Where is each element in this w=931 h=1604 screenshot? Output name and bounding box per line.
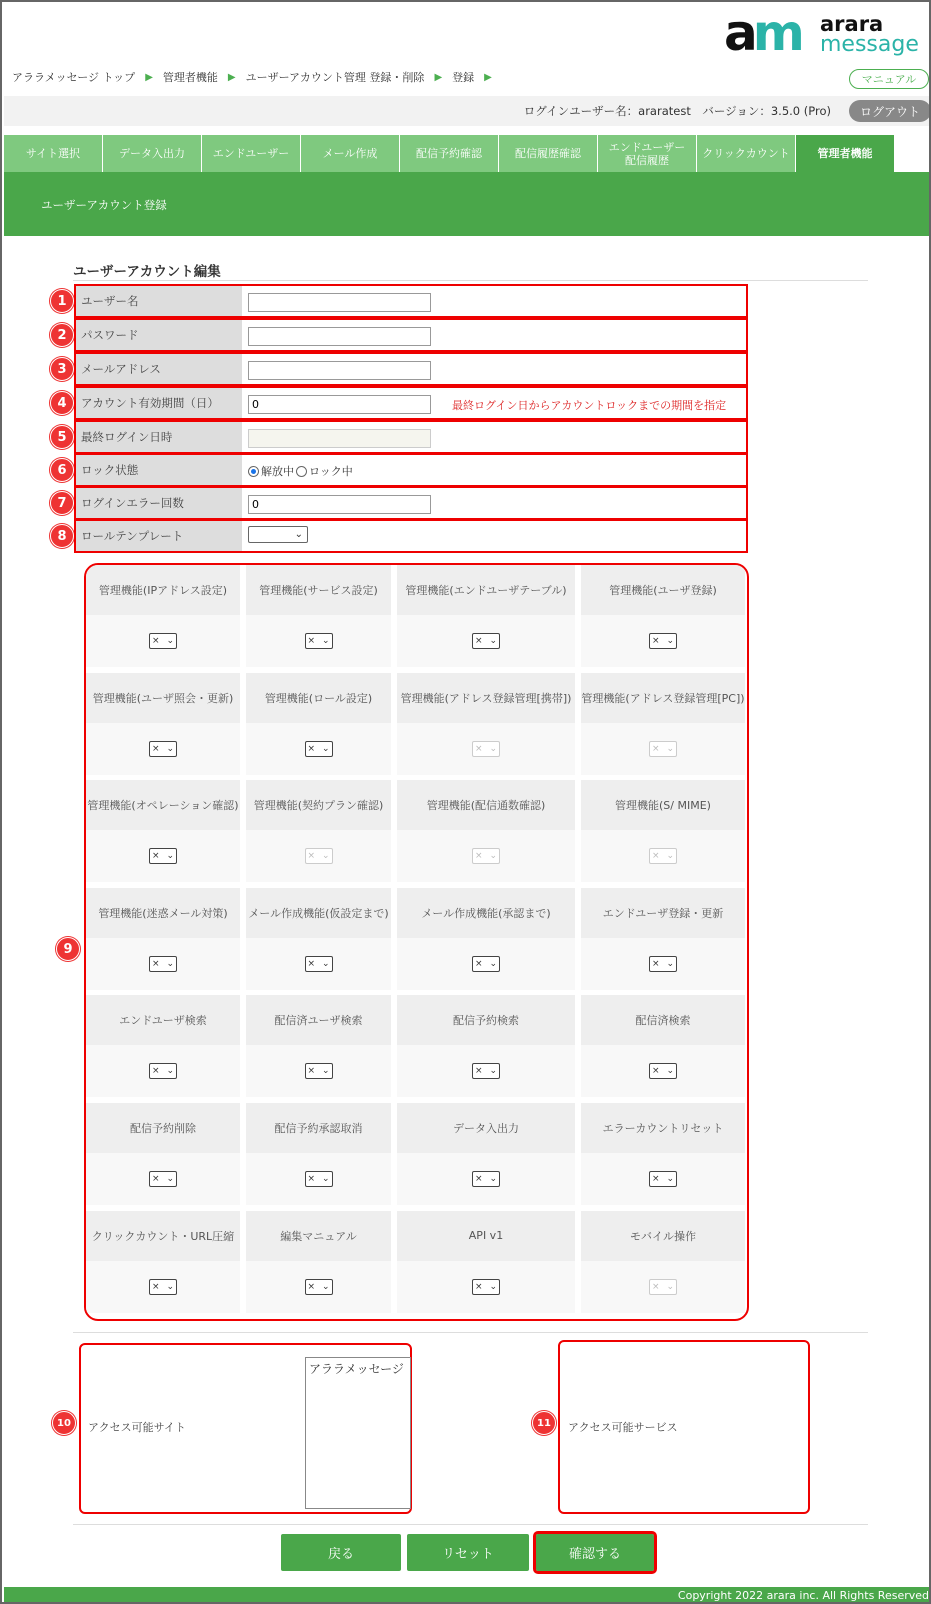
section-title: ユーザーアカウント編集 — [73, 264, 221, 280]
permission-select-value: × — [652, 636, 660, 646]
chevron-down-icon: ⌄ — [489, 851, 497, 862]
permission-select[interactable] — [649, 956, 677, 972]
permission-select-value: × — [475, 743, 483, 754]
permission-select[interactable] — [472, 1171, 500, 1187]
breadcrumb-item[interactable]: 管理者機能 — [162, 71, 218, 84]
permission-cell — [246, 780, 391, 888]
chevron-down-icon: ⌄ — [321, 636, 330, 646]
permission-label: 管理機能(配信通数確認) — [397, 780, 575, 830]
permission-value-area — [86, 1261, 240, 1313]
permission-select-value: × — [307, 1281, 316, 1292]
permission-select[interactable] — [649, 633, 677, 649]
role-template-label: ロールテンプレート — [76, 521, 242, 551]
access-services-label: アクセス可能サービス — [568, 1421, 678, 1434]
chevron-down-icon: ⌄ — [166, 636, 174, 646]
email-input[interactable] — [248, 361, 431, 380]
chevron-down-icon: ⌄ — [666, 1173, 674, 1184]
row-last-login — [74, 420, 748, 454]
permission-cell — [581, 565, 745, 673]
chevron-down-icon: ⌄ — [321, 958, 330, 969]
permission-select-value: × — [307, 958, 316, 969]
permission-label: クリックカウント・URL圧縮 — [86, 1211, 240, 1261]
permission-select[interactable] — [149, 633, 177, 649]
permission-label: メール作成機能(承認まで) — [397, 888, 575, 938]
permission-value-area — [246, 1261, 391, 1313]
permission-select — [649, 741, 677, 757]
permission-value-area — [581, 938, 745, 990]
username-input[interactable] — [248, 293, 431, 312]
row-username — [74, 284, 748, 318]
divider — [73, 1332, 868, 1333]
permission-label: エンドユーザ登録・更新 — [581, 888, 745, 938]
permission-label: 管理機能(迷惑メール対策) — [86, 888, 240, 938]
permission-select[interactable] — [472, 1063, 500, 1079]
row-email — [74, 352, 748, 386]
permission-select-value: × — [152, 851, 160, 862]
permission-cell — [397, 673, 575, 781]
chevron-down-icon: ⌄ — [489, 636, 497, 646]
breadcrumb-item[interactable]: ユーザーアカウント管理 登録・削除 — [245, 71, 425, 84]
permission-value-area — [397, 615, 575, 667]
permission-value-area — [581, 1153, 745, 1205]
permission-cell — [86, 888, 240, 996]
permission-value-area — [86, 1045, 240, 1097]
permission-select-value: × — [475, 1066, 483, 1077]
row-expiry — [74, 386, 748, 420]
confirm-button[interactable]: 確認する — [536, 1534, 654, 1571]
chevron-down-icon: ⌄ — [489, 958, 497, 969]
copyright-text: Copyright 2022 arara inc. All Rights Reserved — [677, 1589, 929, 1602]
permission-select — [472, 848, 500, 864]
permission-select-value: × — [307, 1066, 316, 1077]
permission-cell — [246, 1211, 391, 1319]
permission-select-value: × — [307, 1173, 316, 1184]
tab-item[interactable]: 配信履歴確認 — [499, 135, 598, 172]
permission-select-value: × — [652, 851, 660, 862]
breadcrumb-arrow-icon: ▶ — [484, 71, 492, 83]
chevron-down-icon: ⌄ — [321, 1281, 330, 1292]
permission-value-area — [246, 830, 391, 882]
marker-3: 3 — [50, 357, 74, 381]
chevron-down-icon: ⌄ — [666, 1066, 674, 1077]
chevron-down-icon: ⌄ — [489, 1066, 497, 1077]
password-input[interactable] — [248, 327, 431, 346]
permission-value-area — [397, 1045, 575, 1097]
permission-label: 管理機能(アドレス登録管理[PC]) — [581, 673, 745, 723]
permission-select-value: × — [152, 743, 160, 754]
permission-label: 管理機能(S/ MIME) — [581, 780, 745, 830]
permission-label: 管理機能(オペレーション確認) — [86, 780, 240, 830]
footer — [4, 1587, 931, 1604]
permission-select-value: × — [307, 636, 316, 646]
permission-select[interactable] — [472, 633, 500, 649]
permission-label: API v1 — [397, 1211, 575, 1261]
permission-value-area — [581, 1045, 745, 1097]
main-tabs — [4, 135, 922, 172]
permission-select[interactable] — [305, 1171, 333, 1187]
chevron-down-icon: ⌄ — [166, 1281, 174, 1292]
password-label: パスワード — [76, 320, 242, 350]
marker-1: 1 — [50, 289, 74, 313]
permission-select-value: × — [152, 958, 160, 969]
breadcrumb — [12, 69, 502, 85]
permission-label: 配信予約承認取消 — [246, 1103, 391, 1153]
permission-select[interactable] — [149, 1171, 177, 1187]
tab-item[interactable]: クリックカウント — [697, 135, 796, 172]
permission-value-area — [246, 1045, 391, 1097]
expiry-hint: 最終ログイン日からアカウントロックまでの期間を指定 — [452, 399, 727, 412]
logo-word-arara: arara — [820, 12, 884, 36]
chevron-down-icon: ⌄ — [666, 958, 674, 969]
row-lock-status — [74, 453, 748, 487]
permission-value-area — [246, 1153, 391, 1205]
breadcrumb-arrow-icon: ▶ — [434, 71, 443, 83]
access-site-option[interactable]: アララメッセージ — [309, 1362, 404, 1376]
breadcrumb-item: 登録 — [452, 71, 475, 84]
lock-status-label: ロック状態 — [76, 455, 242, 485]
permission-value-area — [397, 723, 575, 775]
chevron-down-icon: ⌄ — [321, 1173, 330, 1184]
permission-select[interactable] — [149, 956, 177, 972]
permission-value-area — [397, 1153, 575, 1205]
back-button[interactable]: 戻る — [281, 1534, 401, 1571]
tab-item[interactable]: 管理者機能 — [796, 135, 895, 172]
chevron-down-icon: ⌄ — [166, 743, 174, 754]
permission-value-area — [397, 830, 575, 882]
permission-select-value: × — [307, 851, 316, 862]
sub-header — [4, 172, 931, 236]
permission-label: 管理機能(ロール設定) — [246, 673, 391, 723]
row-role-template — [74, 519, 748, 553]
chevron-down-icon: ⌄ — [489, 743, 497, 754]
chevron-down-icon: ⌄ — [666, 851, 674, 862]
row-login-errors — [74, 486, 748, 520]
permission-label: データ入出力 — [397, 1103, 575, 1153]
marker-2: 2 — [50, 323, 74, 347]
permission-cell — [86, 565, 240, 673]
chevron-down-icon: ⌄ — [321, 743, 330, 754]
permission-select-value: × — [152, 1173, 160, 1184]
permission-label: 管理機能(契約プラン確認) — [246, 780, 391, 830]
permission-label: モバイル操作 — [581, 1211, 745, 1261]
permission-select[interactable] — [149, 1279, 177, 1295]
tab-item[interactable]: サイト選択 — [4, 135, 103, 172]
permission-cell — [246, 995, 391, 1103]
permission-cell — [397, 780, 575, 888]
reset-button[interactable]: リセット — [407, 1534, 529, 1571]
permission-label: 配信済検索 — [581, 995, 745, 1045]
chevron-down-icon: ⌄ — [666, 1281, 674, 1292]
access-sites-box — [79, 1343, 412, 1514]
permission-label: 配信予約削除 — [86, 1103, 240, 1153]
permission-select-value: × — [307, 743, 316, 754]
expiry-label: アカウント有効期間（日） — [76, 388, 242, 418]
chevron-down-icon: ⌄ — [666, 636, 674, 646]
permission-select[interactable] — [149, 1063, 177, 1079]
permission-cell — [397, 995, 575, 1103]
permission-select[interactable] — [305, 1279, 333, 1295]
user-bar — [4, 96, 931, 126]
breadcrumb-arrow-icon: ▶ — [145, 71, 153, 83]
permission-select-value: × — [475, 958, 483, 969]
permission-cell — [581, 888, 745, 996]
permission-select[interactable] — [305, 1063, 333, 1079]
permission-label: エンドユーザ検索 — [86, 995, 240, 1045]
username-label: ユーザー名 — [76, 286, 242, 316]
radio-unlocked[interactable] — [248, 466, 259, 477]
tab-item[interactable]: 配信予約確認 — [400, 135, 499, 172]
chevron-down-icon: ⌄ — [166, 851, 174, 862]
permission-cell — [246, 565, 391, 673]
permission-label: 編集マニュアル — [246, 1211, 391, 1261]
permission-select-value: × — [152, 1281, 160, 1292]
permission-cell — [581, 1211, 745, 1319]
permission-value-area — [581, 1261, 745, 1313]
permission-value-area — [397, 1261, 575, 1313]
tab-item[interactable]: データ入出力 — [103, 135, 202, 172]
permission-value-area — [581, 723, 745, 775]
permission-cell — [246, 673, 391, 781]
login-errors-label: ログインエラー回数 — [76, 488, 242, 518]
permission-select — [472, 741, 500, 757]
permission-select — [649, 1279, 677, 1295]
permission-select[interactable] — [149, 741, 177, 757]
marker-7: 7 — [50, 491, 74, 515]
permission-label: 管理機能(IPアドレス設定) — [86, 565, 240, 615]
chevron-down-icon: ⌄ — [321, 1066, 330, 1077]
permission-value-area — [581, 830, 745, 882]
permission-value-area — [246, 615, 391, 667]
arara-message-logo[interactable] — [724, 4, 924, 62]
radio-locked[interactable] — [296, 466, 307, 477]
permission-select-value: × — [652, 1281, 660, 1292]
logo-word-message: message — [820, 32, 919, 57]
permission-select[interactable] — [305, 741, 333, 757]
row-password — [74, 318, 748, 352]
logout-button[interactable]: ログアウト — [849, 100, 931, 122]
chevron-down-icon: ⌄ — [489, 1173, 497, 1184]
permission-value-area — [246, 938, 391, 990]
permission-select-value: × — [475, 1173, 483, 1184]
role-template-select[interactable] — [248, 526, 308, 543]
expiry-input[interactable] — [248, 395, 431, 414]
permission-label: 配信済ユーザ検索 — [246, 995, 391, 1045]
permission-value-area — [246, 723, 391, 775]
access-sites-label: アクセス可能サイト — [88, 1421, 186, 1434]
permission-select[interactable] — [149, 848, 177, 864]
permission-select — [305, 848, 333, 864]
logo-mark: am — [724, 4, 800, 62]
permission-cell — [397, 565, 575, 673]
permission-label: 管理機能(サービス設定) — [246, 565, 391, 615]
permission-select-value: × — [152, 636, 160, 646]
permission-value-area — [86, 1153, 240, 1205]
permission-select-value: × — [475, 636, 483, 646]
permission-cell — [397, 888, 575, 996]
divider — [73, 1524, 868, 1525]
permission-value-area — [86, 830, 240, 882]
access-services-box — [558, 1340, 810, 1514]
divider — [73, 280, 868, 281]
permission-select-value: × — [652, 743, 660, 754]
radio-unlocked-label: 解放中 — [261, 465, 294, 478]
permission-cell — [86, 995, 240, 1103]
breadcrumb-item[interactable]: アララメッセージ トップ — [12, 71, 136, 84]
login-errors-input[interactable] — [248, 495, 431, 514]
permission-select[interactable] — [472, 956, 500, 972]
permission-select-value: × — [652, 1173, 660, 1184]
permission-value-area — [86, 723, 240, 775]
permission-select-value: × — [475, 851, 483, 862]
chevron-down-icon: ⌄ — [294, 529, 303, 540]
permission-value-area — [86, 938, 240, 990]
marker-6: 6 — [50, 458, 74, 482]
permission-cell — [397, 1211, 575, 1319]
access-sites-listbox[interactable] — [305, 1357, 411, 1509]
chevron-down-icon: ⌄ — [166, 958, 174, 969]
email-label: メールアドレス — [76, 354, 242, 384]
permission-select — [649, 848, 677, 864]
permission-cell — [246, 888, 391, 996]
radio-locked-label: ロック中 — [309, 465, 353, 478]
permission-label: 管理機能(ユーザ登録) — [581, 565, 745, 615]
marker-10: 10 — [52, 1411, 76, 1435]
permission-cell — [397, 1103, 575, 1211]
permission-cell — [246, 1103, 391, 1211]
permission-label: 管理機能(ユーザ照会・更新) — [86, 673, 240, 723]
tab-item[interactable]: エンドユーザー 配信履歴 — [598, 135, 697, 172]
permission-select[interactable] — [305, 956, 333, 972]
permissions-grid — [86, 565, 747, 1318]
permission-value-area — [397, 938, 575, 990]
marker-9: 9 — [56, 937, 80, 961]
permission-label: 配信予約検索 — [397, 995, 575, 1045]
permission-cell — [581, 995, 745, 1103]
permission-cell — [581, 673, 745, 781]
permission-label: 管理機能(アドレス登録管理[携帯]) — [397, 673, 575, 723]
permission-select-value: × — [475, 1281, 483, 1292]
permission-label: メール作成機能(仮設定まで) — [246, 888, 391, 938]
permission-select[interactable] — [472, 1279, 500, 1295]
permission-select[interactable] — [305, 633, 333, 649]
permission-select-value: × — [652, 1066, 660, 1077]
permission-label: エラーカウントリセット — [581, 1103, 745, 1153]
permission-value-area — [581, 615, 745, 667]
permission-value-area — [86, 615, 240, 667]
permission-select-value: × — [652, 958, 660, 969]
breadcrumb-arrow-icon: ▶ — [227, 71, 236, 83]
marker-11: 11 — [532, 1411, 556, 1435]
permissions-panel — [84, 563, 749, 1321]
marker-8: 8 — [50, 524, 74, 548]
permission-cell — [86, 673, 240, 781]
manual-button[interactable]: マニュアル — [849, 69, 929, 89]
sub-header-title: ユーザーアカウント登録 — [41, 198, 167, 212]
permission-cell — [581, 1103, 745, 1211]
chevron-down-icon: ⌄ — [321, 851, 330, 862]
chevron-down-icon: ⌄ — [166, 1173, 174, 1184]
permission-select[interactable] — [649, 1171, 677, 1187]
permission-select-value: × — [152, 1066, 160, 1077]
permission-cell — [86, 1211, 240, 1319]
marker-4: 4 — [50, 391, 74, 415]
permission-label: 管理機能(エンドユーザテーブル) — [397, 565, 575, 615]
tab-item[interactable]: エンドユーザー — [202, 135, 301, 172]
chevron-down-icon: ⌄ — [166, 1066, 174, 1077]
chevron-down-icon: ⌄ — [489, 1281, 497, 1292]
permission-cell — [86, 780, 240, 888]
chevron-down-icon: ⌄ — [666, 743, 674, 754]
permission-cell — [581, 780, 745, 888]
last-login-input — [248, 429, 431, 448]
last-login-label: 最終ログイン日時 — [76, 422, 242, 452]
login-user-info: ログインユーザー名：araratest バージョン：3.5.0 (Pro) — [523, 104, 831, 118]
tab-item[interactable]: メール作成 — [301, 135, 400, 172]
permission-cell — [86, 1103, 240, 1211]
marker-5: 5 — [50, 425, 74, 449]
permission-select[interactable] — [649, 1063, 677, 1079]
